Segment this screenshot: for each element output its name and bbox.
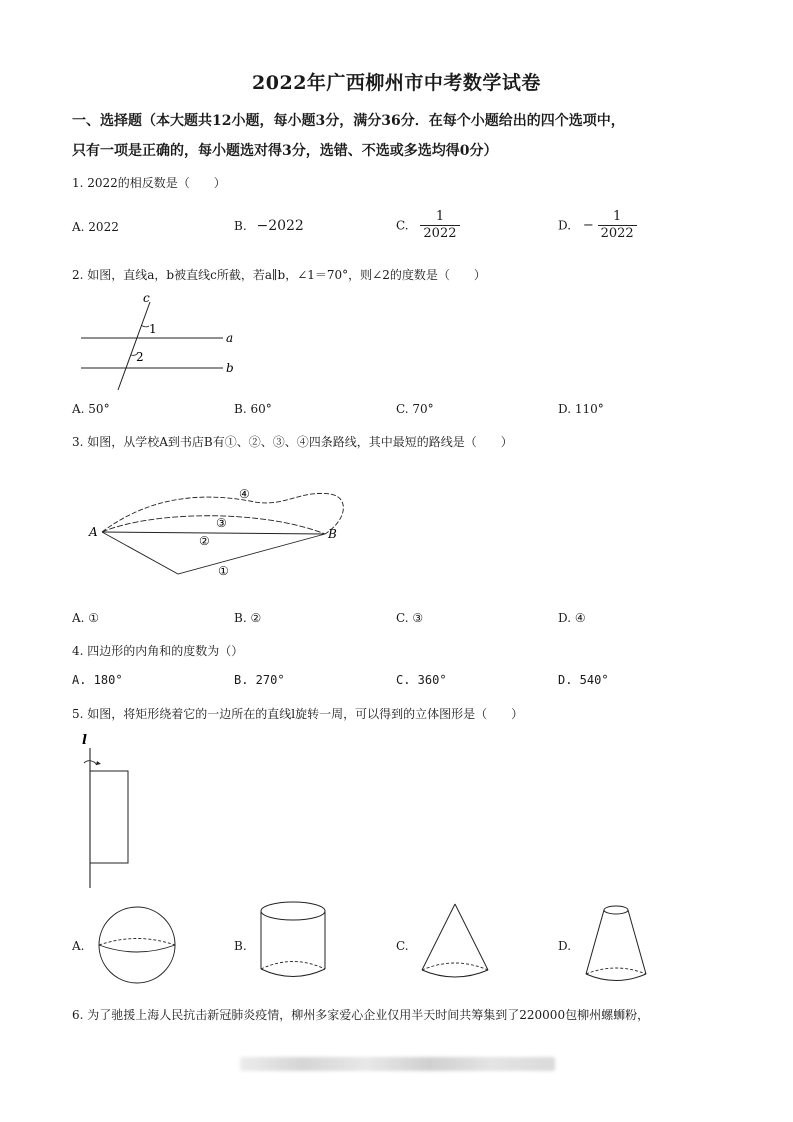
label-c: c: [143, 291, 150, 305]
frustum-base-back: [586, 968, 646, 974]
q2-option-d: D. 110°: [558, 402, 604, 416]
q1-option-c-label: C.: [396, 218, 409, 233]
q4-stem: 4. 四边形的内角和的度数为（）: [72, 644, 244, 658]
cylinder-bottom-front: [261, 969, 325, 977]
cone-left-side: [422, 904, 455, 970]
q1-option-d-fraction: [598, 209, 637, 242]
q5-option-d-label: D.: [558, 939, 572, 953]
label-route-2: ②: [199, 534, 210, 548]
q1-option-d-numerator: 1: [598, 209, 637, 226]
q5-option-d-frustum: [582, 902, 654, 988]
q4-option-b: B. 270°: [234, 673, 285, 687]
q5-option-a-label: A.: [72, 939, 85, 953]
frustum-top: [604, 906, 628, 914]
sphere-equator-front: [99, 945, 175, 952]
q3-option-a: A. ①: [72, 611, 100, 625]
q4-option-a: A. 180°: [72, 673, 123, 687]
cone-right-side: [455, 904, 488, 970]
label-angle-2: 2: [136, 350, 144, 364]
cylinder-bottom-back: [261, 962, 325, 970]
label-route-4: ④: [239, 487, 250, 501]
label-route-1: ①: [218, 564, 229, 578]
q2-option-c: C. 70°: [396, 402, 434, 416]
q2-figure-parallel-lines: [78, 290, 248, 395]
label-a: a: [226, 331, 234, 345]
route-1: [102, 532, 325, 574]
label-angle-1: 1: [149, 322, 157, 336]
label-point-b: B: [328, 527, 337, 541]
rotation-arrowhead-icon: [96, 761, 101, 765]
rectangle: [90, 771, 128, 863]
q1-option-d-label: D.: [558, 218, 572, 233]
q5-option-a-sphere: [96, 904, 178, 986]
section-heading-line1: 一、选择题（本大题共12小题，每小题3分，满分36分．在每个小题给出的四个选项中，: [72, 113, 625, 129]
q6-stem: 6. 为了驰援上海人民抗击新冠肺炎疫情，柳州多家爱心企业仅用半天时间共筹集到了220000包柳州螺蛳粉，: [72, 1008, 650, 1022]
q4-option-d: D. 540°: [558, 673, 609, 687]
angle-1-arc: [142, 326, 150, 327]
cylinder-top: [261, 902, 325, 920]
frustum-left-side: [586, 910, 604, 974]
q1-stem: 1. 2022的相反数是（ ）: [72, 176, 226, 190]
q5-stem: 5. 如图，将矩形绕着它的一边所在的直线l旋转一周，可以得到的立体图形是（ ）: [72, 707, 524, 721]
q2-stem: 2. 如图，直线a，b被直线c所截，若a∥b，∠1＝70°，则∠2的度数是（ ）: [72, 268, 486, 282]
label-point-a: A: [89, 525, 98, 539]
q3-option-c: C. ③: [396, 611, 424, 625]
frustum-base-front: [586, 974, 646, 981]
q3-stem: 3. 如图，从学校A到书店B有①、②、③、④四条路线，其中最短的路线是（ ）: [72, 435, 513, 449]
q1-option-b-value: −2022: [256, 218, 304, 234]
q1-option-a: A. 2022: [72, 220, 119, 234]
q1-option-c-numerator: 1: [420, 209, 459, 226]
q5-option-c-label: C.: [396, 939, 409, 953]
q1-option-b: [234, 218, 304, 234]
q1-option-d-denominator: 2022: [600, 226, 634, 241]
sphere-equator-back: [99, 939, 175, 946]
q5-figure-rectangle-axis: [72, 728, 142, 890]
q3-option-b: B. ②: [234, 611, 262, 625]
cone-base-back: [422, 963, 488, 970]
q5-option-b-label: B.: [234, 939, 247, 953]
label-axis-l: l: [82, 733, 87, 748]
label-b: b: [226, 361, 234, 375]
page-title: 2022年广西柳州市中考数学试卷: [252, 72, 541, 94]
q5-option-b-cylinder: [256, 898, 330, 982]
line-c: [118, 302, 150, 390]
q2-option-b: B. 60°: [234, 402, 272, 416]
q1-option-c-denominator: 2022: [423, 226, 457, 241]
label-route-3: ③: [216, 516, 227, 530]
sphere-outline: [99, 907, 175, 983]
q1-option-d: [558, 209, 637, 242]
q5-option-c-cone: [418, 902, 492, 986]
cone-base-front: [422, 970, 488, 977]
q1-option-b-label: B.: [234, 219, 247, 233]
q1-option-d-sign: −: [582, 218, 594, 233]
q3-figure-routes: [85, 480, 355, 580]
q3-option-d: D. ④: [558, 611, 586, 625]
q1-option-c: [396, 209, 460, 242]
q2-option-a: A. 50°: [72, 402, 110, 416]
frustum-right-side: [628, 910, 646, 974]
section-heading-line2: 只有一项是正确的，每小题选对得3分，选错、不选或多选均得0分）: [72, 143, 498, 159]
route-2: [102, 532, 325, 534]
q1-option-c-fraction: [420, 209, 459, 242]
route-3: [102, 516, 325, 534]
blurred-watermark: [240, 1057, 555, 1071]
q4-option-c: C. 360°: [396, 673, 447, 687]
